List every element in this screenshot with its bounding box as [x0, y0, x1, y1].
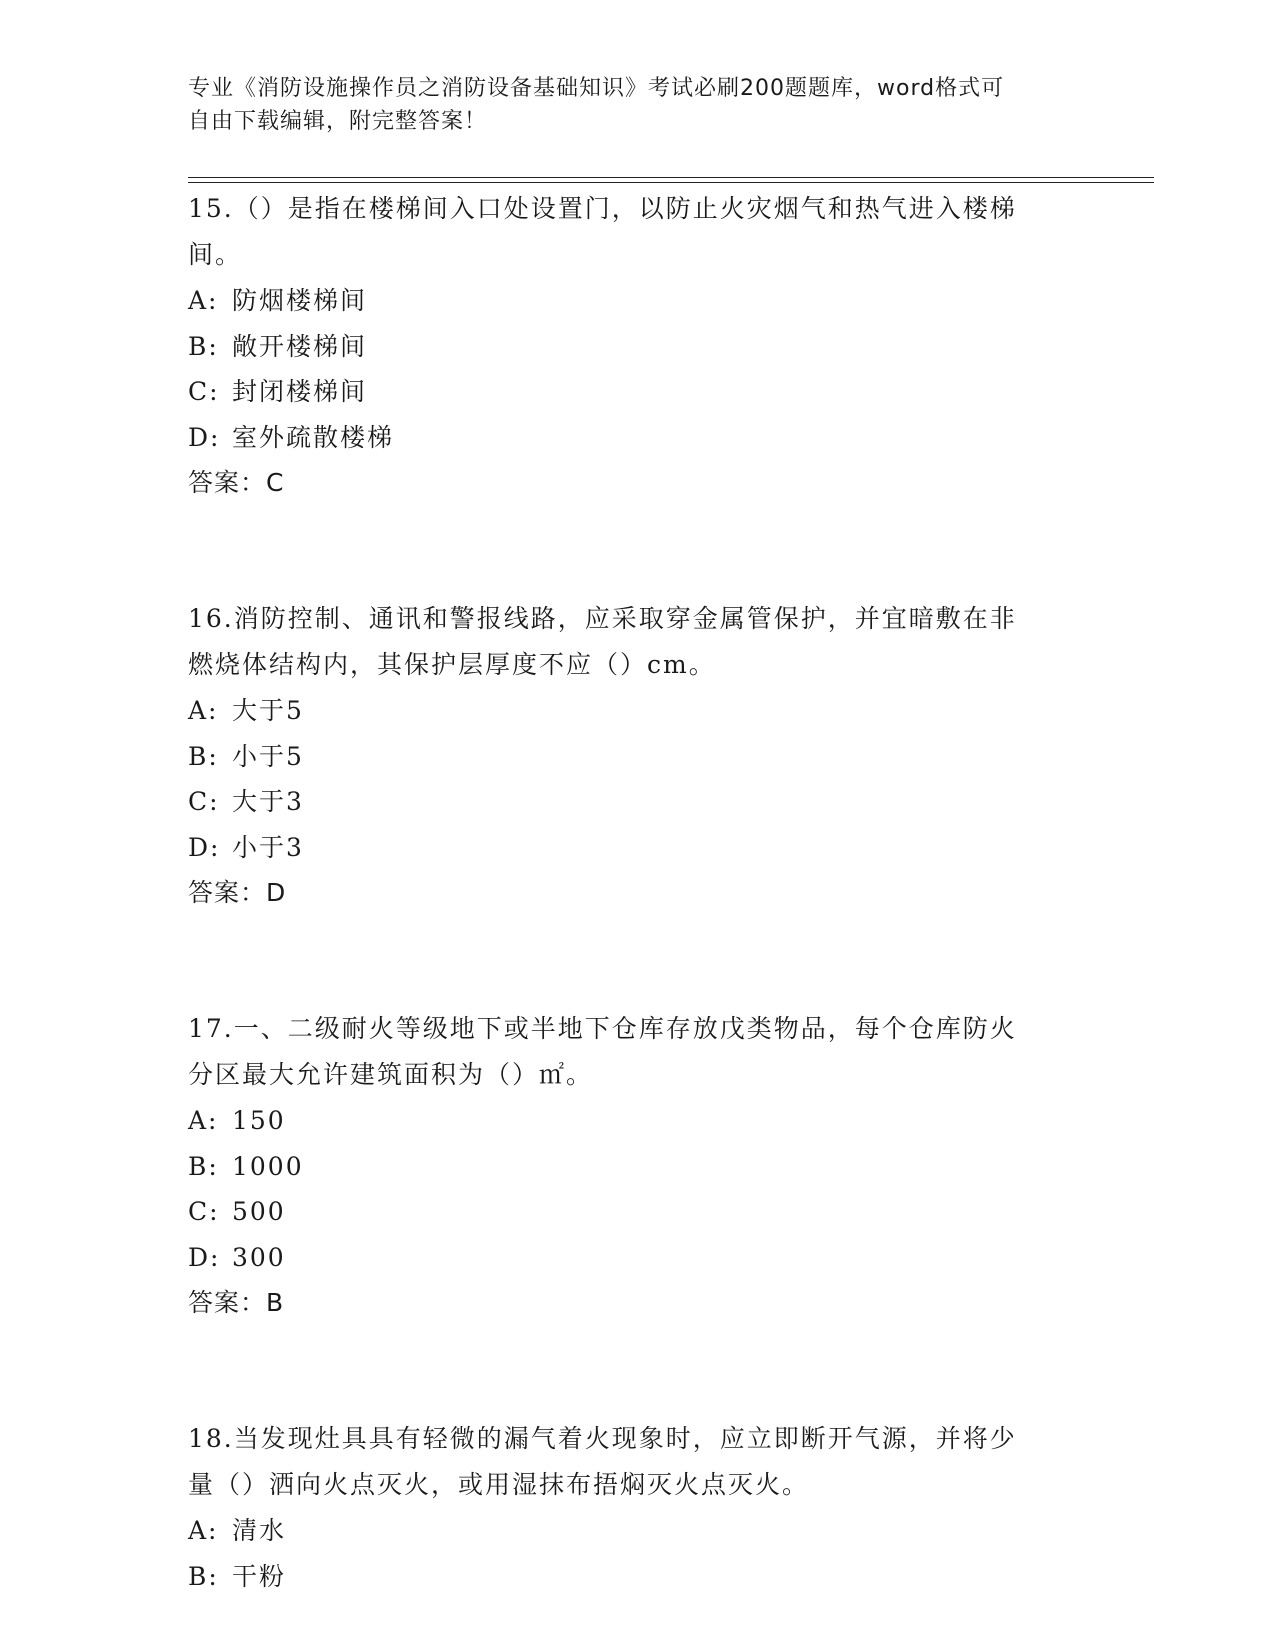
option-letter: D:: [188, 1242, 221, 1272]
question-text-line: 18.当发现灶具具有轻微的漏气着火现象时，应立即断开气源，并将少: [188, 1424, 1017, 1453]
question-text-line: 燃烧体结构内，其保护层厚度不应（）cm。: [188, 650, 716, 679]
option-letter: B:: [188, 331, 219, 361]
option-a: [188, 688, 1088, 734]
answer-label: 答案：B: [188, 1288, 285, 1317]
question-text: [188, 186, 1088, 278]
option-letter: A:: [188, 1516, 219, 1545]
option-letter: D:: [188, 832, 221, 862]
option-text: 300: [232, 1242, 286, 1272]
question-15: [188, 186, 1088, 506]
option-b: [188, 734, 1088, 780]
option-letter: C:: [188, 787, 220, 816]
option-text: 小于5: [232, 741, 304, 771]
option-b: [188, 1554, 1088, 1600]
document-header: [188, 72, 1068, 138]
option-a: [188, 1508, 1088, 1554]
question-text: [188, 1416, 1088, 1508]
question-list: [188, 186, 1088, 1599]
option-text: 小于3: [232, 832, 304, 862]
option-a: [188, 278, 1088, 324]
option-d: [188, 1235, 1088, 1281]
option-letter: B:: [188, 1561, 219, 1591]
option-a: [188, 1098, 1088, 1144]
option-text: 干粉: [232, 1561, 287, 1591]
option-text: 1000: [232, 1151, 304, 1181]
option-c: [188, 369, 1088, 415]
option-c: [188, 779, 1088, 825]
option-text: 大于3: [232, 787, 304, 816]
question-text-line: 16.消防控制、通讯和警报线路，应采取穿金属管保护，并宜暗敷在非: [188, 604, 1017, 633]
question-18: [188, 1416, 1088, 1599]
option-letter: C:: [188, 1197, 220, 1226]
question-spacer: [188, 916, 1088, 1006]
option-c: [188, 1189, 1088, 1235]
option-letter: B:: [188, 741, 219, 771]
option-text: 防烟楼梯间: [232, 286, 368, 315]
answer-label: 答案：D: [188, 878, 287, 907]
question-text-line: 间。: [188, 240, 243, 269]
option-text: 清水: [232, 1516, 287, 1545]
question-text-line: 17.一、二级耐火等级地下或半地下仓库存放戊类物品，每个仓库防火: [188, 1014, 1017, 1043]
option-text: 封闭楼梯间: [232, 377, 368, 406]
question-spacer: [188, 1326, 1088, 1416]
option-letter: A:: [188, 1106, 219, 1135]
option-b: [188, 1144, 1088, 1190]
question-16: [188, 596, 1088, 916]
option-text: 室外疏散楼梯: [232, 422, 395, 452]
question-text: [188, 596, 1088, 688]
option-letter: A:: [188, 696, 219, 725]
option-b: [188, 324, 1088, 370]
question-text-line: 15.（）是指在楼梯间入口处设置门，以防止火灾烟气和热气进入楼梯: [188, 194, 1017, 223]
option-letter: A:: [188, 286, 219, 315]
question-17: [188, 1006, 1088, 1326]
option-text: 大于5: [232, 696, 304, 725]
option-d: [188, 825, 1088, 871]
question-spacer: [188, 506, 1088, 596]
header-divider-top: [188, 177, 1154, 178]
header-line-1: 专业《消防设施操作员之消防设备基础知识》考试必刷200题题库，word格式可: [188, 76, 1005, 101]
question-text: [188, 1006, 1088, 1098]
option-letter: B:: [188, 1151, 219, 1181]
option-d: [188, 415, 1088, 461]
question-text-line: 量（）洒向火点灭火，或用湿抹布捂焖灭火点灭火。: [188, 1470, 810, 1499]
option-text: 500: [232, 1197, 286, 1226]
option-letter: D:: [188, 422, 221, 452]
option-text: 敞开楼梯间: [232, 331, 368, 361]
header-divider-bottom: [188, 182, 1154, 183]
option-letter: C:: [188, 377, 220, 406]
answer-label: 答案：C: [188, 468, 285, 497]
option-text: 150: [232, 1106, 286, 1135]
question-text-line: 分区最大允许建筑面积为（）㎡。: [188, 1060, 594, 1089]
header-line-2: 自由下载编辑，附完整答案！: [188, 109, 488, 134]
